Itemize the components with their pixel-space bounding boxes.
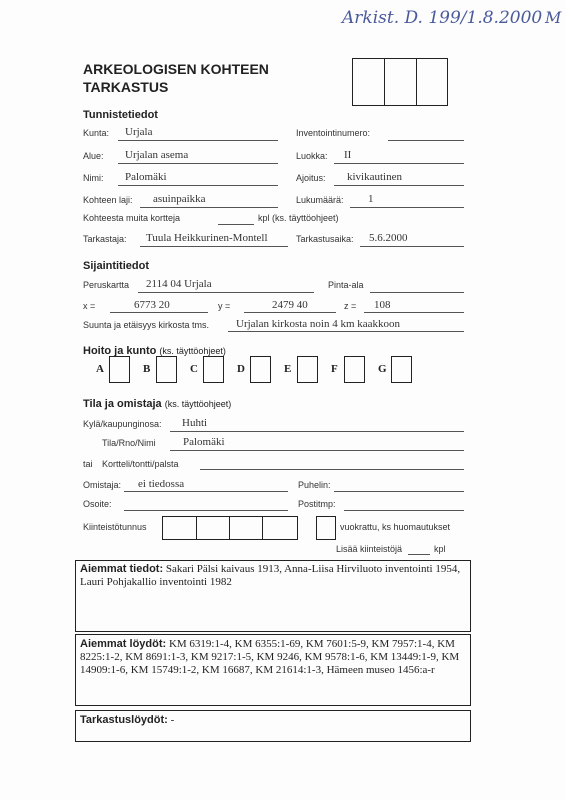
hoito-heading-note: (ks. täyttöohjeet) xyxy=(159,346,226,356)
x-coord-line xyxy=(110,312,208,313)
postitmp-label: Postitmp: xyxy=(298,499,336,509)
tila-rno-label: Tila/Rno/Nimi xyxy=(102,438,156,448)
kohteen-laji-label: Kohteen laji: xyxy=(83,195,133,205)
hoito-heading-text: Hoito ja kunto xyxy=(83,345,157,357)
id-box-divider xyxy=(384,58,385,105)
lukumaara-label: Lukumäärä: xyxy=(296,195,344,205)
tila-rno-line xyxy=(170,450,464,451)
osoite-line[interactable] xyxy=(124,510,288,511)
aiemmat-loydot-label: Aiemmat löydöt: xyxy=(80,638,167,650)
tila-heading-text: Tila ja omistaja xyxy=(83,398,162,410)
omistaja-line xyxy=(124,491,288,492)
muita-kortteja-label: Kohteesta muita kortteja xyxy=(83,213,181,223)
id-box-divider xyxy=(416,58,417,105)
tarkastusloydot-value[interactable]: - xyxy=(170,714,175,726)
form-title-line2: TARKASTUS xyxy=(83,79,169,95)
ajoitus-label: Ajoitus: xyxy=(296,173,326,183)
kyla-line xyxy=(170,431,464,432)
puhelin-label: Puhelin: xyxy=(298,480,331,490)
hoito-checkbox-f[interactable] xyxy=(344,356,365,383)
aiemmat-tiedot-value[interactable]: Sakari Pälsi kaivaus 1913, Anna-Liisa Hirviluoto inventointi 1954, Lauri Pohjakallio inventointi 1982 xyxy=(80,563,461,588)
tarkastusaika-value[interactable]: 5.6.2000 xyxy=(369,232,408,244)
archive-handwritten-note: Arkist. D. 199/1.8.2000 xyxy=(342,8,543,28)
peruskartta-line xyxy=(138,292,314,293)
form-title xyxy=(83,60,269,96)
kiinteistotunnus-divider xyxy=(262,516,263,539)
hoito-letter-g: G xyxy=(378,363,387,375)
aiemmat-tiedot-text xyxy=(80,563,468,589)
lisaa-kiinteistoja-label: Lisää kiinteistöjä xyxy=(336,544,403,554)
osoite-label: Osoite: xyxy=(83,499,112,509)
vuokrattu-label: vuokrattu, ks huomautukset xyxy=(340,522,451,532)
alue-line xyxy=(118,163,278,164)
puhelin-line[interactable] xyxy=(334,491,464,492)
hoito-checkbox-g[interactable] xyxy=(391,356,412,383)
x-coord-value[interactable]: 6773 20 xyxy=(134,299,170,311)
tila-rno-value[interactable]: Palomäki xyxy=(183,436,225,448)
tarkastaja-label: Tarkastaja: xyxy=(83,234,127,244)
lisaa-kpl-label: kpl xyxy=(434,544,446,554)
tai-label: tai xyxy=(83,459,93,469)
omistaja-label: Omistaja: xyxy=(83,480,122,490)
form-title-line1: ARKEOLOGISEN KOHTEEN xyxy=(83,61,269,77)
x-coord-label: x = xyxy=(83,301,96,311)
y-coord-line xyxy=(244,312,336,313)
hoito-letter-f: F xyxy=(331,363,338,375)
nimi-label: Nimi: xyxy=(83,173,104,183)
kiinteistotunnus-divider xyxy=(196,516,197,539)
tarkastaja-line xyxy=(140,246,288,247)
z-coord-line xyxy=(364,312,464,313)
aiemmat-loydot-text xyxy=(80,638,468,677)
tila-heading-note: (ks. täyttöohjeet) xyxy=(164,399,232,409)
suunta-line xyxy=(228,331,464,332)
id-box-group xyxy=(352,58,448,106)
pinta-ala-label: Pinta-ala xyxy=(328,280,364,290)
luokka-line xyxy=(334,163,464,164)
hoito-checkbox-b[interactable] xyxy=(156,356,177,383)
tarkastusloydot-label: Tarkastuslöydöt: xyxy=(80,714,168,726)
inventointinumero-line[interactable] xyxy=(388,140,464,141)
kiinteistotunnus-label: Kiinteistötunnus xyxy=(83,522,147,532)
y-coord-value[interactable]: 2479 40 xyxy=(272,299,308,311)
hoito-letter-e: E xyxy=(284,363,292,375)
kiinteistotunnus-boxes[interactable] xyxy=(162,516,298,540)
luokka-value[interactable]: II xyxy=(344,149,352,161)
postitmp-line[interactable] xyxy=(344,510,464,511)
tarkastusloydot-text xyxy=(80,714,468,727)
kunta-line xyxy=(118,140,278,141)
tarkastusaika-line xyxy=(360,246,464,247)
kunta-value[interactable]: Urjala xyxy=(125,126,153,138)
lukumaara-value[interactable]: 1 xyxy=(368,193,374,205)
lukumaara-line xyxy=(350,207,464,208)
tarkastaja-value[interactable]: Tuula Heikkurinen-Montell xyxy=(146,232,268,244)
luokka-label: Luokka: xyxy=(296,151,328,161)
ajoitus-line xyxy=(334,185,464,186)
pinta-ala-line[interactable] xyxy=(370,292,464,293)
kortteli-line[interactable] xyxy=(200,469,464,470)
alue-label: Alue: xyxy=(83,151,104,161)
hoito-checkbox-a[interactable] xyxy=(109,356,130,383)
kortteli-label: Kortteli/tontti/palsta xyxy=(102,459,179,469)
muita-kortteja-line[interactable] xyxy=(218,224,254,225)
hoito-letter-d: D xyxy=(237,363,245,375)
z-coord-value[interactable]: 108 xyxy=(374,299,391,311)
z-coord-label: z = xyxy=(344,301,357,311)
corner-handwritten-mark: M xyxy=(545,8,562,27)
peruskartta-label: Peruskartta xyxy=(83,280,130,290)
kpl-note-label: kpl (ks. täyttöohjeet) xyxy=(258,213,339,223)
omistaja-value[interactable]: ei tiedossa xyxy=(138,478,185,490)
nimi-line xyxy=(118,185,278,186)
suunta-label: Suunta ja etäisyys kirkosta tms. xyxy=(83,320,210,330)
kyla-label: Kylä/kaupunginosa: xyxy=(83,419,162,429)
kiinteistotunnus-divider xyxy=(229,516,230,539)
kohteen-laji-line xyxy=(140,207,278,208)
y-coord-label: y = xyxy=(218,301,231,311)
hoito-letter-a: A xyxy=(96,363,104,375)
lisaa-kiinteistoja-line[interactable] xyxy=(408,554,430,555)
hoito-checkbox-d[interactable] xyxy=(250,356,271,383)
peruskartta-value[interactable]: 2114 04 Urjala xyxy=(146,278,212,290)
vuokrattu-checkbox[interactable] xyxy=(316,516,336,540)
hoito-checkbox-c[interactable] xyxy=(203,356,224,383)
section-heading-tunnistetiedot: Tunnistetiedot xyxy=(83,109,158,121)
suunta-value[interactable]: Urjalan kirkosta noin 4 km kaakkoon xyxy=(236,318,401,330)
kohteen-laji-value[interactable]: asuinpaikka xyxy=(153,193,206,205)
section-heading-sijaintitiedot: Sijaintitiedot xyxy=(83,260,149,272)
hoito-letter-b: B xyxy=(143,363,151,375)
aiemmat-loydot-value[interactable]: KM 6319:1-4, KM 6355:1-69, KM 7601:5-9, KM 7957:1-4, KM 8225:1-2, KM 8691:1-3, KM 9217:1-5, KM 9246, KM 9578:1-6, KM 13449:1-9, KM 14909:1-6, KM 15749:1-2, KM 16687, KM 21614:1-3, Hämeen museo 1456:a-r xyxy=(80,638,460,676)
kyla-value[interactable]: Huhti xyxy=(182,417,208,429)
section-heading-tila xyxy=(83,398,231,410)
tarkastusaika-label: Tarkastusaika: xyxy=(296,234,354,244)
hoito-checkbox-e[interactable] xyxy=(297,356,318,383)
alue-value[interactable]: Urjalan asema xyxy=(125,149,189,161)
hoito-letter-c: C xyxy=(190,363,198,375)
aiemmat-tiedot-label: Aiemmat tiedot: xyxy=(80,563,164,575)
kunta-label: Kunta: xyxy=(83,128,110,138)
nimi-value[interactable]: Palomäki xyxy=(125,171,167,183)
ajoitus-value[interactable]: kivikautinen xyxy=(347,171,402,183)
inventointinumero-label: Inventointinumero: xyxy=(296,128,371,138)
